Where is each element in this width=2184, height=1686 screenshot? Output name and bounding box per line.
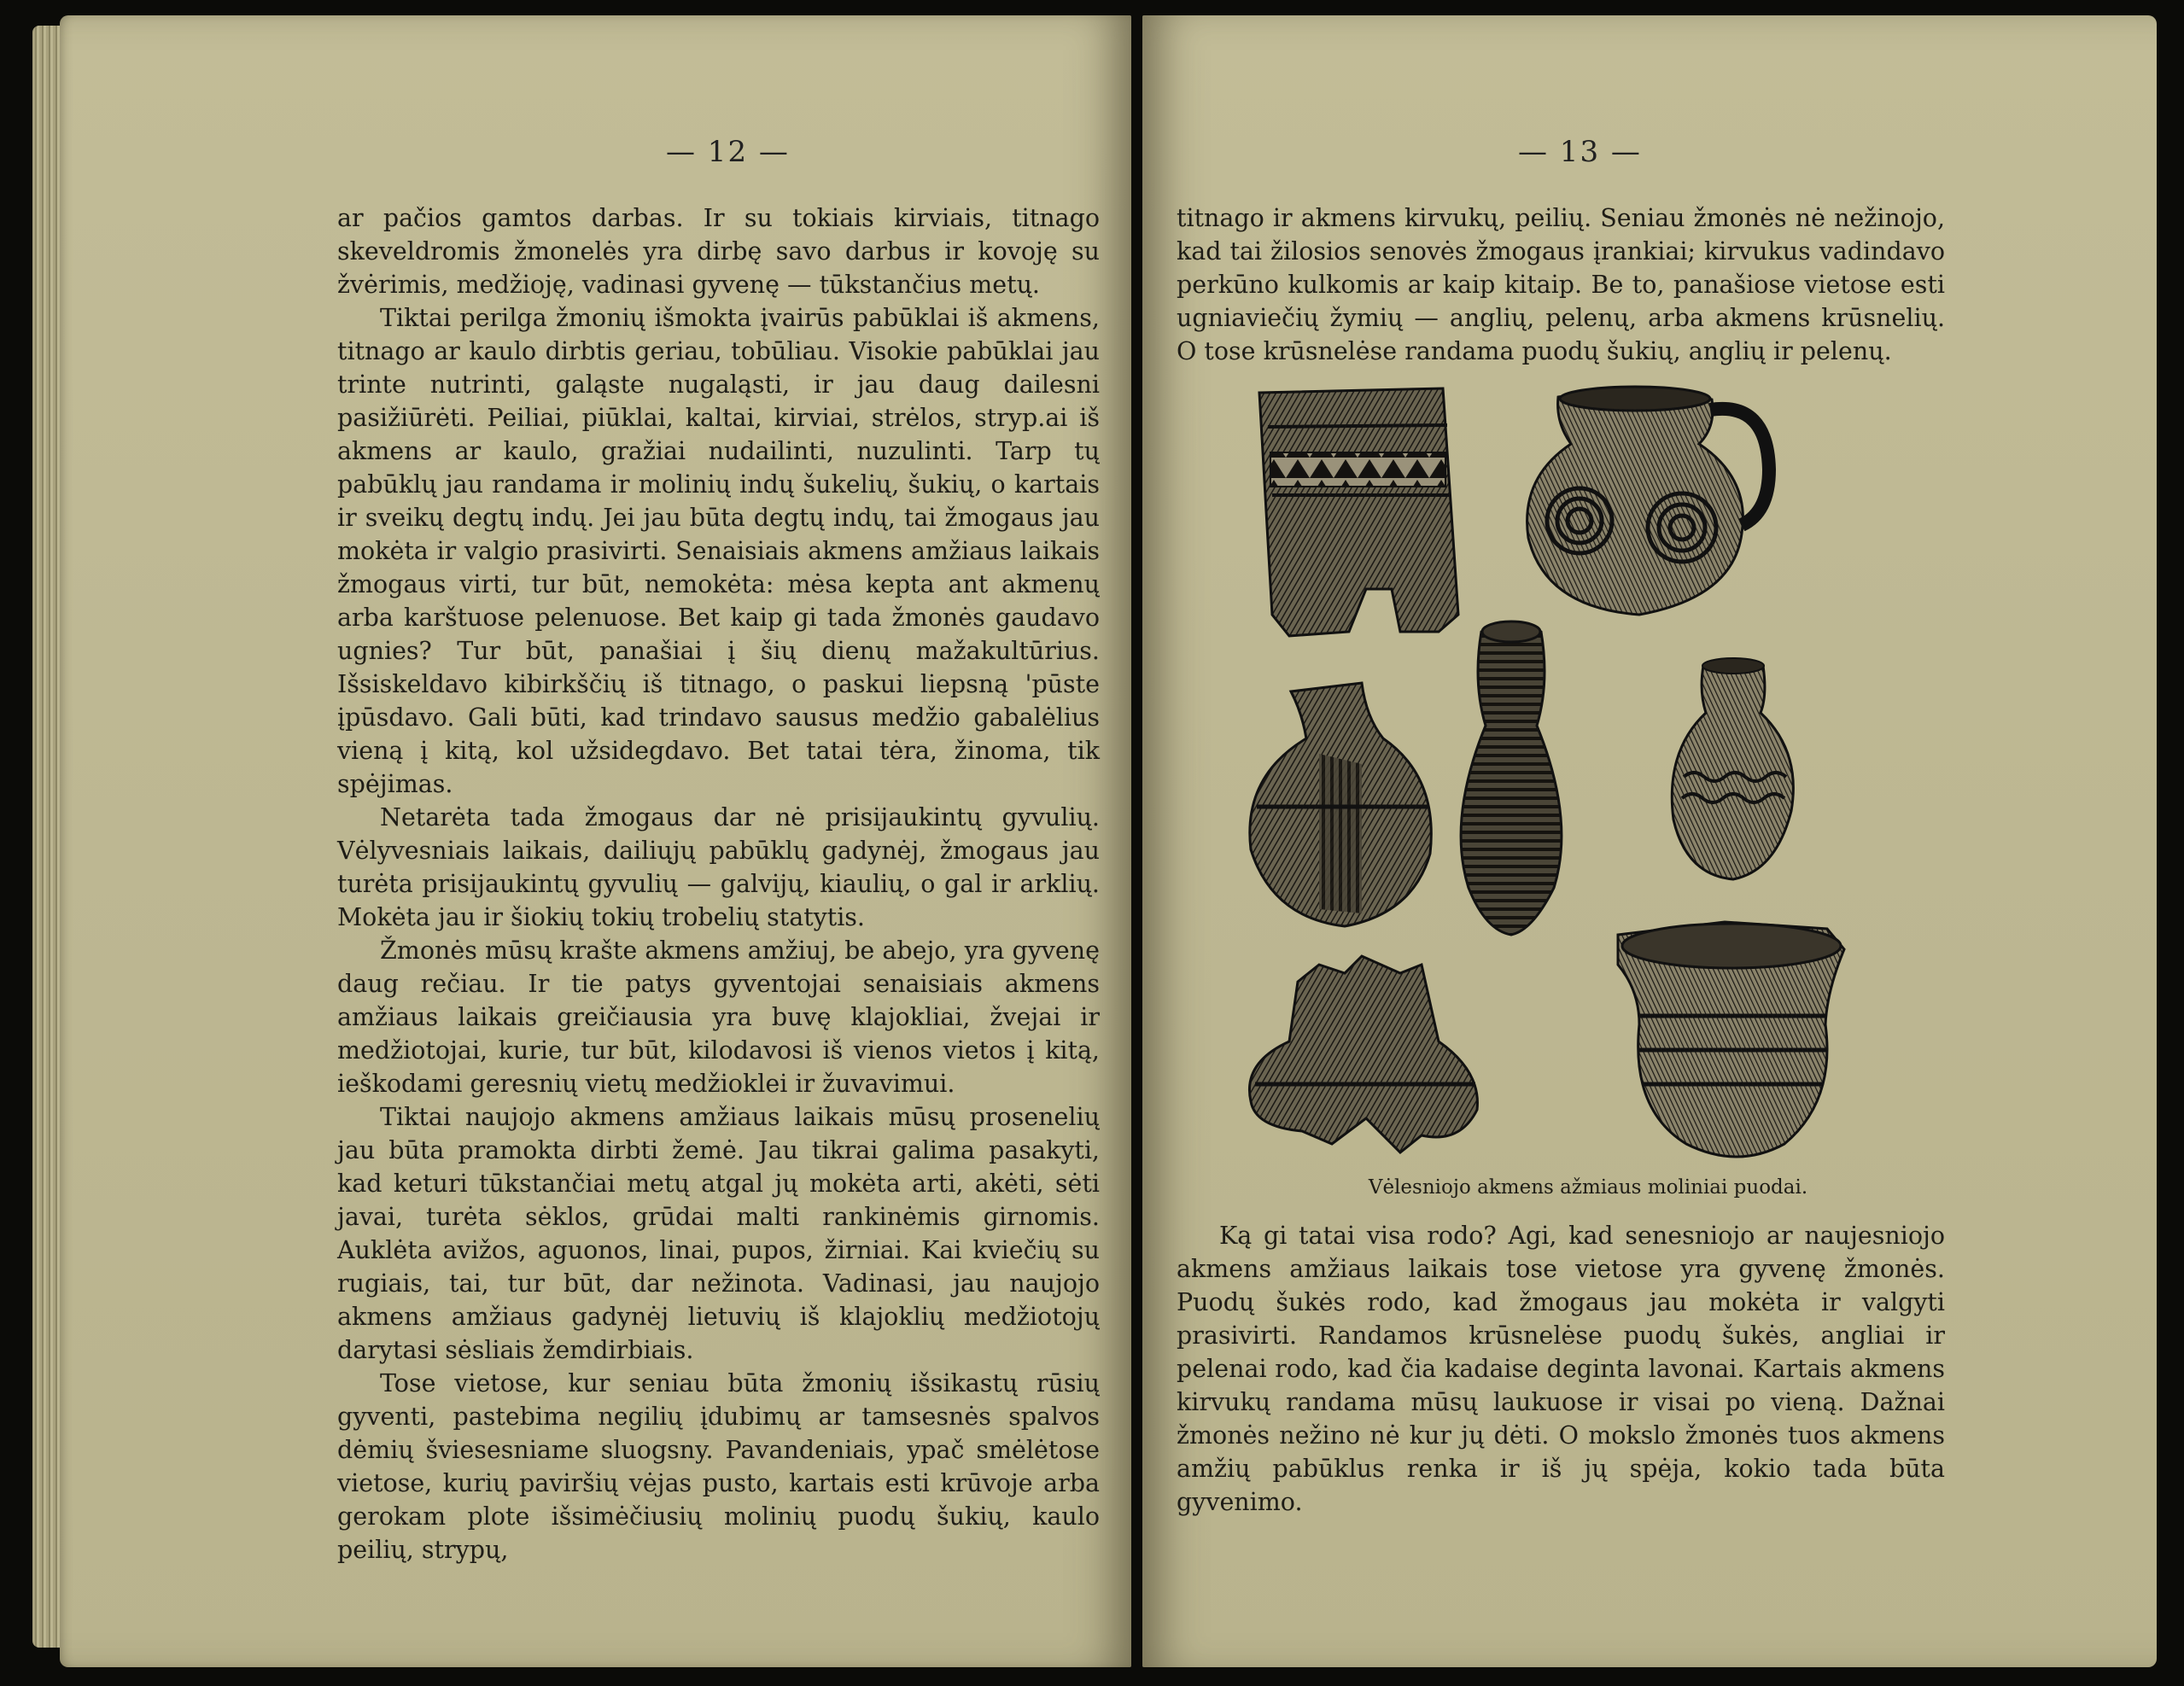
pottery-illustration	[1238, 376, 1968, 1182]
pot-spiral-jug	[1527, 387, 1769, 615]
paragraph: Tiktai perilga žmonių išmokta įvairūs pabūklai iš akmens, titnago ar kaulo dirbtis geriau, tobūliau. Visokie pabūklai jau trinte nutrinti, galąste nugaląsti, ir jau daug dailesni pasižiūrėti. Peiliai, piūklai, kaltai, kirviai, strėlos, stryp.ai iš akmens ar kaulo, gražiai nudailinti, nuzulinti. Tarp tų pabūklų jau randama ir molinių indų šukelių, šukių, o kartais ir sveikų degtų indų. Jei jau būta degtų indų, tai žmogaus jau mokėta ir valgio prasivirti. Senaisiais akmens amžiaus laikais žmogaus virti, tur būt, nemokėta: mėsa kepta ant akmenų arba karštuose pelenuose. Bet kaip gi tada žmonės gaudavo ugnies? Tur būt, panašiai į šių dienų mažakultūrius. Išsiskeldavo kibirkščių iš titnago, o paskui liepsną 'pūste įpūsdavo. Gali būti, kad trindavo sausus medžio gabalėlius vieną į kitą, kol užsidegdavo. Bet tatai tėra, žinoma, tik spėjimas.	[337, 304, 1100, 798]
paragraph: ar pačios gamtos darbas. Ir su tokiais kirviais, titnago skeveldromis žmonelės yra dirbę savo darbus ir kovoję su žvėrimis, medžioję, vadinasi gyvenę — tūkstančius metų.	[337, 204, 1100, 299]
right-page-number: — 13 —	[1518, 135, 1642, 169]
pot-round-vessel	[1250, 683, 1432, 926]
paragraph: Žmonės mūsų krašte akmens amžiuj, be abejo, yra gyvenę daug rečiau. Ir tie patys gyventojai senaisiais akmens amžiaus laikais greičiausia yra buvę klajokliai, žvejai ir medžiotojai, kurie, tur būt, kilodavosi iš vienos vietos į kitą, ieškodami geresnių vietų medžioklei ir žuvavimui.	[337, 936, 1100, 1098]
paragraph: Ką gi tatai visa rodo? Agi, kad senesniojo ar naujesniojo akmens amžiaus laikais tose vietose yra gyvenę žmonės. Puodų šukės rodo, kad žmogaus jau mokėta ir valgyti prasivirti. Randamos krūsnelėse puodų šukės, angliai ir pelenai rodo, kad čia kadaise deginta lavonai. Kartais akmens kirvukų randama mūsų laukuose ir visai po vieną. Dažnai žmonės nežino nė kur jų dėti. O mokslo žmonės tuos akmens amžių pabūklus renka ir iš jų spėja, kokio tada būta gyvenimo.	[1177, 1222, 1945, 1516]
paragraph: titnago ir akmens kirvukų, peilių. Seniau žmonės nė nežinojo, kad tai žilosios senovės žmogaus įrankiai; kirvukus vadindavo perkūno kulkomis ar kaip kitaip. Be to, panašiose vietose esti ugniaviečių žymių — anglių, pelenų, arba akmens krūsnelių. O tose krūsnelėse randama puodų šukių, anglių ir pelenų.	[1177, 204, 1945, 365]
paragraph: Tose vietose, kur seniau būta žmonių išsikastų rūsių gyventi, pastebima negilių įdubimų ar tamsesnės spalvos dėmių šviesesniame sluogsny. Pavandeniais, ypač smėlėtose vietose, kurių paviršių vėjas pusto, kartais esti krūvoje arba gerokam plote išsimėčiusių molinių puodų šukių, kaulo peilių, strypų,	[337, 1369, 1100, 1564]
pot-small-vase	[1672, 658, 1793, 879]
paragraph: Netarėta tada žmogaus dar nė prisijaukintų gyvulių. Vėlyvesniais laikais, dailiųjų pabūklų gadynėj, žmogaus jau turėta prisijaukintų gyvulių — galvijų, kiaulių, o gal ir arklių. Mokėta jau ir šiokių tokių trobelių statytis.	[337, 803, 1100, 931]
pot-decorated-fragment	[1249, 956, 1477, 1152]
pot-beaker-fragment	[1259, 388, 1458, 636]
paragraph: Tiktai naujojo akmens amžiaus laikais mūsų prosenelių jau būta pramokta dirbti žemė. Jau tikrai galima pasakyti, kad keturi tūkstančiai metų atgal jų mokėta arti, akėti, sėti javai, turėta sėklos, grūdai malti rankinėmis girnomis. Auklėta avižos, aguonos, linai, pupos, žirniai. Kai kviečių su rugiais, tai, tur būt, dar nežinota. Vadinasi, jau naujojo akmens amžiaus gadynėj lietuvių iš klajoklių medžiotojų darytasi sėsliais žemdirbiais.	[337, 1103, 1100, 1364]
left-page-text	[337, 201, 1100, 1566]
pot-tall-bottle	[1461, 621, 1562, 935]
pot-large-beaker	[1618, 922, 1844, 1157]
left-page-number: — 12 —	[666, 135, 790, 169]
right-page-bottom-text	[1177, 1219, 1945, 1519]
illustration-caption: Vėlesniojo akmens ažmiaus moliniai puodai.	[1368, 1176, 1808, 1199]
right-page-top-text	[1177, 201, 1945, 368]
